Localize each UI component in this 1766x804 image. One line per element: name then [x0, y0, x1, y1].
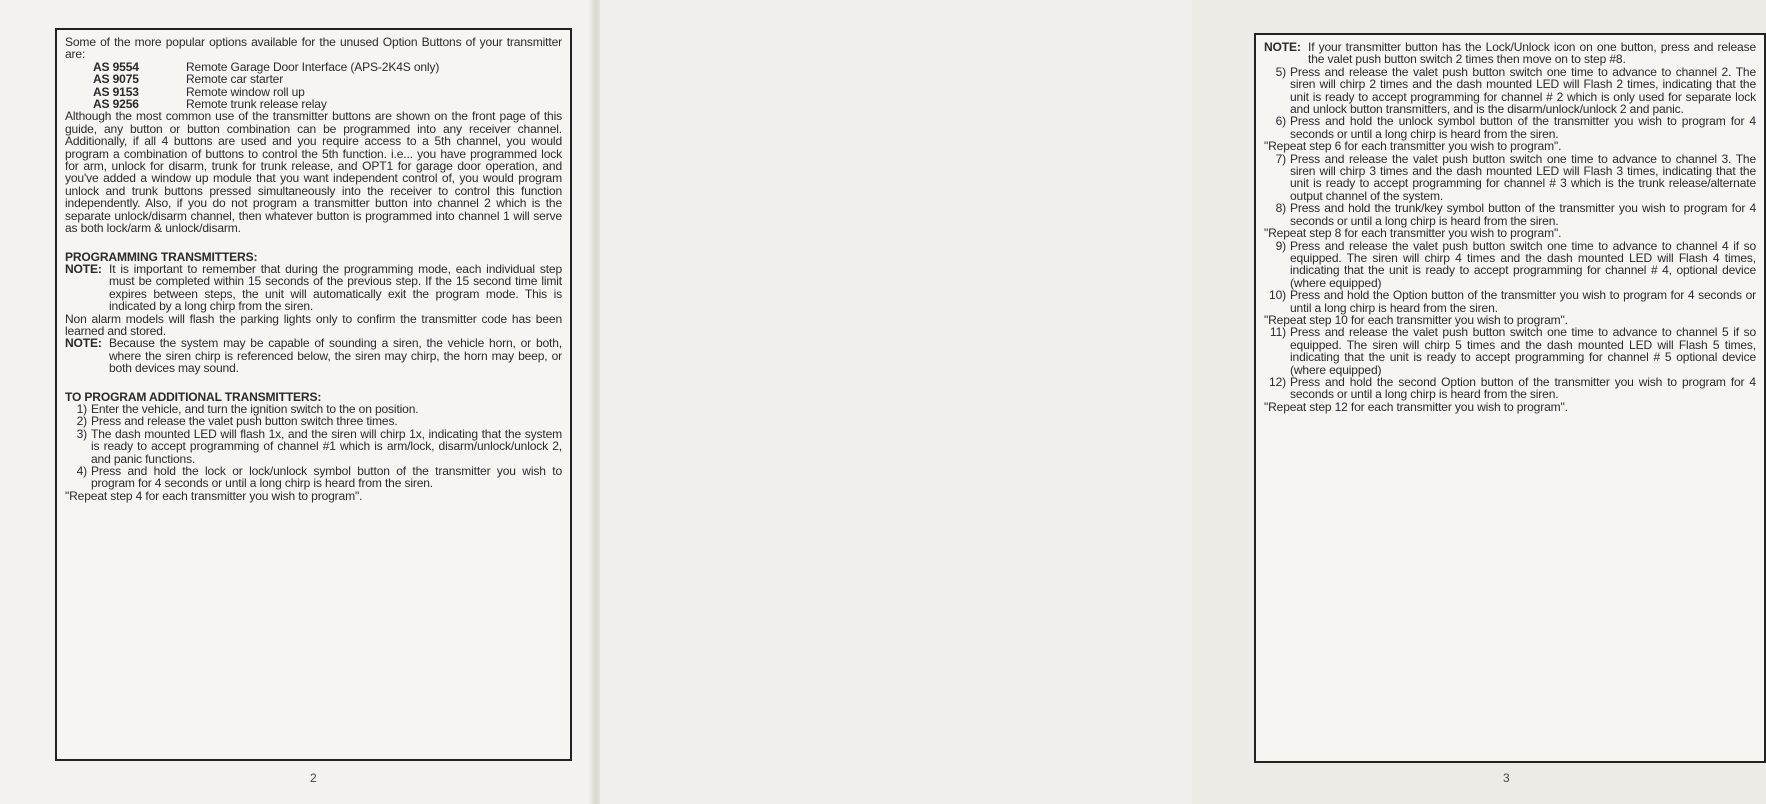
step-text: Press and release the valet push button switch one time to advance to channel 2. The siren will chirp 2 times and the dash mounted LED will Flash 2 times, indicating that the unit is ready to accept programming for channel # 2 which is only used for separate lock and unlock button transmitters, and is the disarm/unlock/unlock 2 and panic. — [1290, 64, 1756, 117]
note-text: Because the system may be capable of sounding a siren, the vehicle horn, or both, where the siren chirp is referenced below, the siren may chirp, the horn may beep, or both devices may sound. — [109, 336, 562, 376]
note-block — [65, 263, 562, 313]
step-number: 8) — [1275, 201, 1286, 216]
step-text: Press and hold the unlock symbol button of the transmitter you wish to program for 4 seconds or until a long chirp is heard from the siren. — [1290, 114, 1756, 141]
note-label: NOTE: — [65, 336, 102, 351]
option-code: AS 9554 — [93, 59, 139, 74]
step-text: Enter the vehicle, and turn the ignition switch to the on position. — [91, 401, 419, 416]
programming-heading: PROGRAMMING TRANSMITTERS: — [65, 249, 258, 264]
repeat-instruction: "Repeat step 10 for each transmitter you wish to program". — [1264, 312, 1568, 327]
step-item — [1264, 66, 1756, 116]
step-number: 11) — [1269, 325, 1286, 340]
step-item — [65, 465, 562, 490]
option-desc: Remote Garage Door Interface (APS-2K4S only) — [186, 59, 440, 74]
step-text: The dash mounted LED will flash 1x, and the siren will chirp 1x, indicating that the system is ready to accept programming of channel #1 which is arm/lock, disarm/unlock/unlock 2, and panic functions. — [91, 426, 562, 466]
options-intro: Some of the more popular options available for the unused Option Buttons of your transmitter are: — [65, 35, 562, 62]
option-code: AS 9075 — [93, 72, 139, 87]
note-text: It is important to remember that during the programming mode, each individual step must be completed within 15 seconds of the previous step. If the 15 second time limit expires between steps, the unit will automatically exit the program mode. This is indicated by a long chirp from the siren. — [109, 261, 562, 314]
option-desc: Remote window roll up — [186, 84, 305, 99]
option-desc: Remote trunk release relay — [186, 97, 327, 112]
option-code: AS 9153 — [93, 84, 139, 99]
right-page-box — [1254, 33, 1766, 763]
left-page-box — [55, 28, 572, 761]
option-desc: Remote car starter — [186, 72, 284, 87]
step-number: 4) — [76, 464, 87, 478]
left-page — [0, 0, 592, 804]
buttons-paragraph: Although the most common use of the transmitter buttons are shown on the front page of this guide, any button or button combination can be programmed into any receiver channel. Additionally, if all 4 buttons are used and you require access to a 5th channel, you would program a combination of buttons to control the 5th function. i.e... you have programmed lock for arm, unlock for disarm, trunk for trunk release, and OPT1 for garage door operation, and you've added a window up module that you want independent control of, you would program unlock and trunk buttons pressed simultaneously into the receiver to control this function independently. Also, if you do not program a transmitter button into channel 2 which is the separate unlock/disarm channel, then whatever button is programmed into channel 1 will serve as both lock/arm & unlock/disarm. — [65, 109, 562, 236]
non-alarm-text: Non alarm models will flash the parking lights only to confirm the transmitter code has been learned and stored. — [65, 311, 562, 338]
step-number: 7) — [1275, 151, 1286, 166]
repeat-instruction: "Repeat step 12 for each transmitter you wish to program". — [1264, 399, 1568, 414]
page-number: 3 — [1503, 771, 1510, 785]
step-text: Press and release the valet push button switch one time to advance to channel 5 if so equipped. The siren will chirp 5 times and the dash mounted LED will Flash 5 times, indicating that the unit is ready to accept programming for channel # 5 optional device (where equipped) — [1290, 325, 1756, 377]
step-text: Press and hold the trunk/key symbol button of the transmitter you wish to program for 4 seconds or until a long chirp is heard from the siren. — [1290, 201, 1756, 228]
step-item — [65, 428, 562, 465]
step-text: Press and hold the lock or lock/unlock symbol button of the transmitter you wish to program for 4 seconds or until a long chirp is heard from the siren. — [91, 464, 562, 491]
step-text: Press and release the valet push button switch three times. — [91, 414, 398, 429]
note-label: NOTE: — [1264, 40, 1301, 54]
step-number: 2) — [76, 414, 87, 429]
step-text: Press and hold the second Option button of the transmitter you wish to program for 4 seconds or until a long chirp is heard from the siren. — [1290, 374, 1756, 402]
step-item — [65, 415, 562, 427]
step-item — [1264, 326, 1756, 376]
step-number: 3) — [76, 426, 87, 441]
note-block — [1264, 41, 1756, 66]
note-text: If your transmitter button has the Lock/Unlock icon on one button, press and release the valet push button switch 2 times then move on to step #8. — [1308, 40, 1756, 67]
step-number: 12) — [1269, 374, 1286, 389]
option-code: AS 9256 — [93, 97, 139, 112]
step-number: 9) — [1275, 238, 1286, 253]
step-number: 10) — [1269, 288, 1286, 303]
note-label: NOTE: — [65, 261, 102, 276]
right-page — [600, 0, 1756, 804]
step-item — [1264, 115, 1756, 140]
repeat-instruction: "Repeat step 8 for each transmitter you wish to program". — [1264, 226, 1562, 241]
note-block — [65, 337, 562, 374]
option-row — [65, 61, 562, 73]
step-item — [1264, 202, 1756, 227]
step-item — [1264, 240, 1756, 290]
repeat-instruction: "Repeat step 4 for each transmitter you wish to program". — [65, 488, 363, 503]
step-number: 6) — [1275, 114, 1286, 129]
option-row — [65, 73, 562, 85]
step-text: Press and hold the Option button of the transmitter you wish to program for 4 seconds or until a long chirp is heard from the siren. — [1290, 288, 1756, 315]
repeat-instruction: "Repeat step 6 for each transmitter you wish to program". — [1264, 139, 1562, 154]
step-text: Press and release the valet push button switch one time to advance to channel 3. The siren will chirp 3 times and the dash mounted LED will Flash 3 times, indicating that the unit is ready to accept programming for channel # 3 which is the trunk release/alternate output channel of the system. — [1290, 151, 1756, 203]
step-number: 1) — [76, 401, 87, 416]
step-item — [1264, 289, 1756, 314]
page-number: 2 — [310, 771, 317, 785]
step-text: Press and release the valet push button switch one time to advance to channel 4 if so equipped. The siren will chirp 4 times and the dash mounted LED will Flash 4 times, indicating that the unit is ready to accept programming for channel # 4, optional device (where equipped) — [1290, 238, 1756, 290]
additional-heading: TO PROGRAM ADDITIONAL TRANSMITTERS: — [65, 389, 322, 404]
step-number: 5) — [1275, 64, 1286, 79]
step-item — [1264, 376, 1756, 401]
step-item — [1264, 153, 1756, 203]
